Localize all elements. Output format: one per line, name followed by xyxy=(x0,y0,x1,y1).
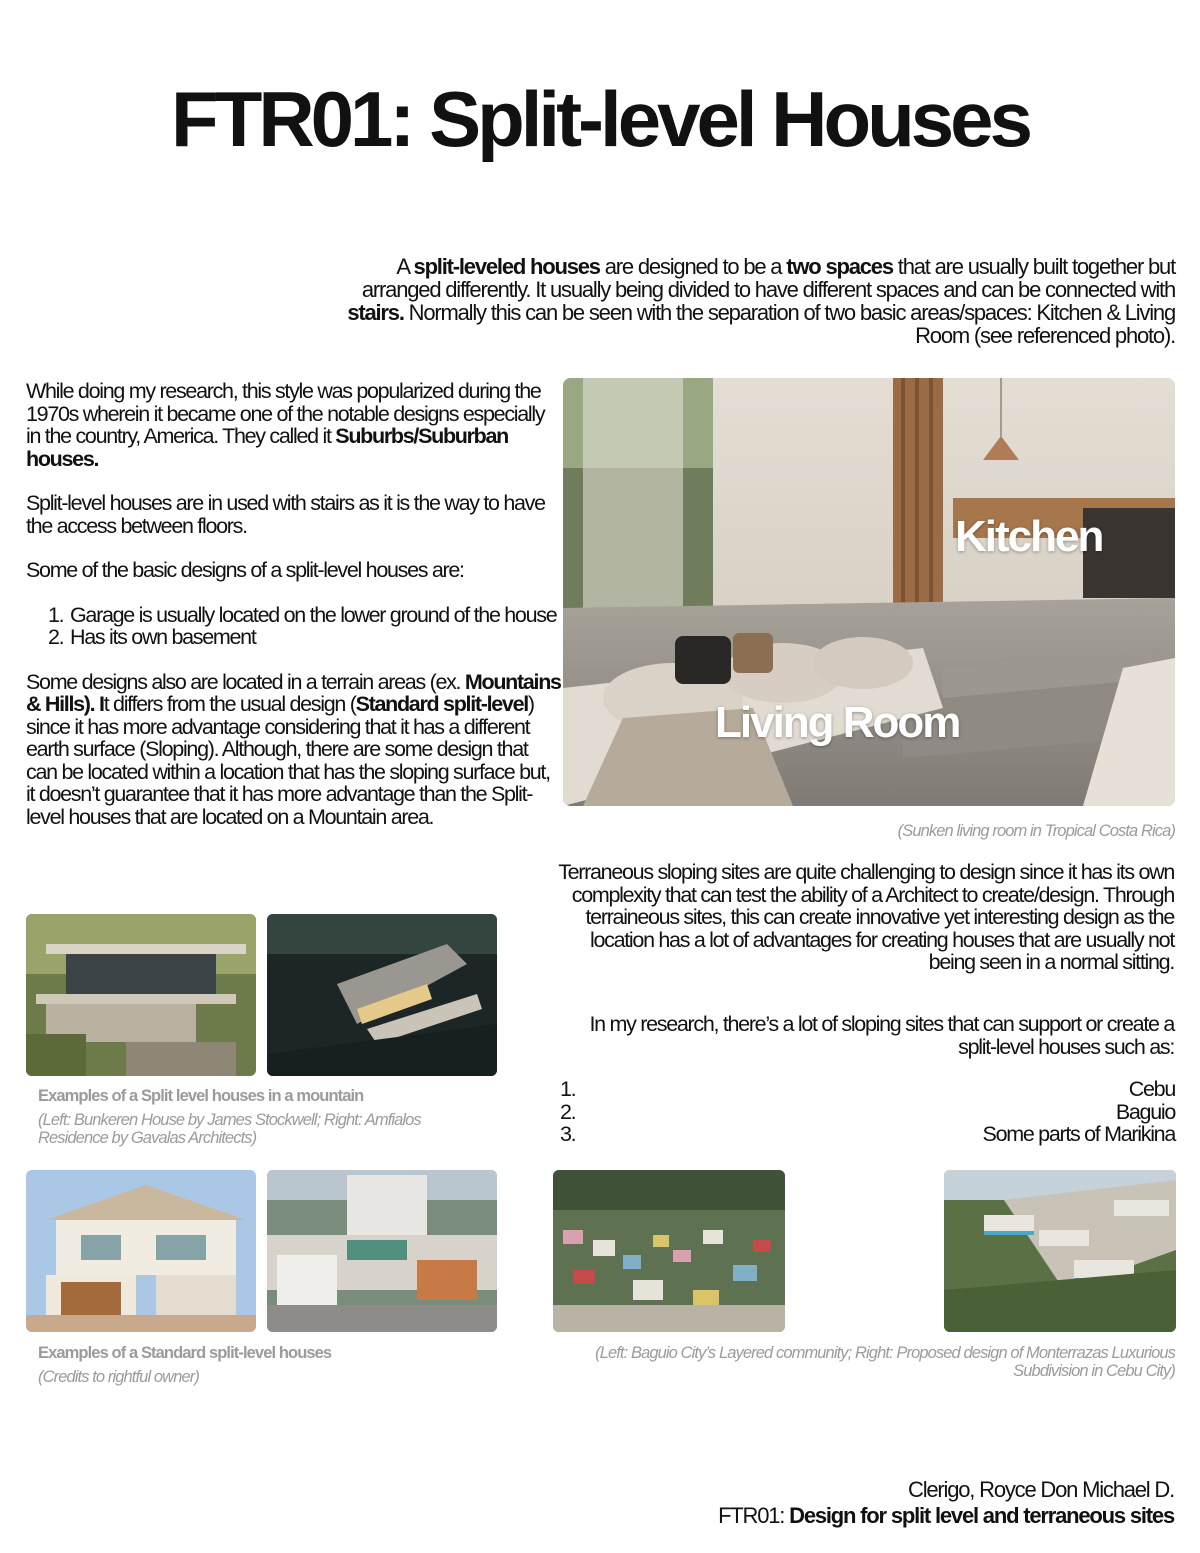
standard-house-photo-left xyxy=(26,1170,256,1332)
research-paragraph xyxy=(26,380,561,470)
list-item xyxy=(560,1123,1175,1146)
standard-house-photo-right xyxy=(267,1170,497,1332)
monterrazas-image xyxy=(944,1170,1176,1332)
course-title: Design for split level and terraneous sites xyxy=(789,1503,1174,1528)
intro-bold-1: split-leveled houses xyxy=(413,254,600,279)
terrain-text-e: ) since it has more advantage considering that it has a different earth surface (Sloping). Although, there are some design that can be located within a location that has the sloping surface but, it doesn’t guarantee that it has more advantage than the Split-level houses that are located on a Mountain area. xyxy=(26,692,550,829)
list-number: 3. xyxy=(560,1122,576,1146)
list-item xyxy=(560,1101,1175,1124)
standard-house-right-image xyxy=(267,1170,497,1332)
bottom-right-caption: (Left: Baguio City’s Layered community; Right: Proposed design of Monterrazas Luxurious Subdivision in Cebu City) xyxy=(595,1344,1175,1380)
sloping-sites-paragraph: In my research, there’s a lot of sloping sites that can support or create a split-level houses such as: xyxy=(589,1012,1174,1059)
stairs-paragraph: Split-level houses are in used with stairs as it is the way to have the access between floors. xyxy=(26,491,545,538)
bunkeren-house-image xyxy=(26,914,256,1076)
intro-text-2: are designed to be a xyxy=(599,254,787,279)
standard-examples-credit: (Credits to rightful owner) xyxy=(38,1368,199,1386)
list-text: Cebu xyxy=(1128,1077,1175,1101)
terrain-text-a: Some designs also are located in a terrain areas (ex. xyxy=(26,669,465,694)
intro-paragraph xyxy=(320,255,1175,347)
intro-bold-2: two spaces xyxy=(786,254,893,279)
list-item: 1. Garage is usually located on the lower ground of the house xyxy=(68,604,561,627)
basic-designs-paragraph: Some of the basic designs of a split-level houses are: xyxy=(26,558,464,582)
research-text: While doing my research, this style was popularized during the 1970s wherein it became one of the notable designs especially in the country, America. They called it xyxy=(26,379,545,448)
standard-examples-caption: Examples of a Standard split-level houses xyxy=(38,1344,332,1362)
kitchen-label: Kitchen xyxy=(955,512,1103,561)
intro-text-1: A xyxy=(396,254,414,279)
intro-text-3: that are usually built together but arranged differently. It usually being divided to have different spaces and can be connected with xyxy=(361,254,1175,302)
course-line xyxy=(718,1503,1174,1529)
mountain-examples-caption: Examples of a Split level houses in a mountain xyxy=(38,1087,364,1105)
course-code: FTR01: xyxy=(718,1503,790,1528)
standard-house-left-image xyxy=(26,1170,256,1332)
sloping-sites-list xyxy=(560,1078,1175,1146)
list-number: 2. xyxy=(560,1099,576,1124)
footer xyxy=(718,1477,1174,1529)
list-item xyxy=(560,1078,1175,1101)
amfialos-residence-image xyxy=(267,914,497,1076)
list-text: Some parts of Marikina xyxy=(982,1122,1175,1146)
list-number: 1. xyxy=(560,1077,576,1101)
terrain-bold-d: Standard split-level xyxy=(355,692,528,716)
main-photo-caption: (Sunken living room in Tropical Costa Rica) xyxy=(897,822,1175,840)
bunkeren-house-photo xyxy=(26,914,256,1076)
terrain-bold-b: Mountains & Hills). I xyxy=(26,669,561,716)
living-room-label: Living Room xyxy=(715,698,960,747)
baguio-city-image xyxy=(553,1170,785,1332)
terrain-paragraph xyxy=(26,671,561,829)
monterrazas-photo xyxy=(944,1170,1176,1332)
basic-designs-list xyxy=(26,604,561,649)
terrain-text-c: t differs from the usual design ( xyxy=(103,692,356,716)
sunken-living-room-photo xyxy=(563,378,1175,806)
baguio-city-photo xyxy=(553,1170,785,1332)
author-name: Clerigo, Royce Don Michael D. xyxy=(908,1477,1174,1502)
list-text: Baguio xyxy=(1115,1099,1175,1124)
intro-bold-3: stairs. xyxy=(347,300,404,325)
terraneous-paragraph: Terraneous sloping sites are quite challenging to design since it has its own complexity that can test the ability of a Architect to create/design. Through terraineous sites, this can create innovative yet interesting design as the location has a lot of advantages for creating houses that are usually not being seen in a normal sitting. xyxy=(558,860,1174,974)
mountain-examples-credit: (Left: Bunkeren House by James Stockwell; Right: Amfialos Residence by Gavalas Architects) xyxy=(38,1111,421,1147)
amfialos-residence-photo xyxy=(267,914,497,1076)
left-column xyxy=(26,380,561,850)
suburbs-bold: Suburbs/Suburban houses. xyxy=(26,424,508,471)
list-item: 2. Has its own basement xyxy=(68,626,561,649)
intro-text-4: Normally this can be seen with the separation of two basic areas/spaces: Kitchen & Living Room (see referenced photo). xyxy=(403,300,1175,348)
page-title: FTR01: Split-level Houses xyxy=(171,75,1029,163)
